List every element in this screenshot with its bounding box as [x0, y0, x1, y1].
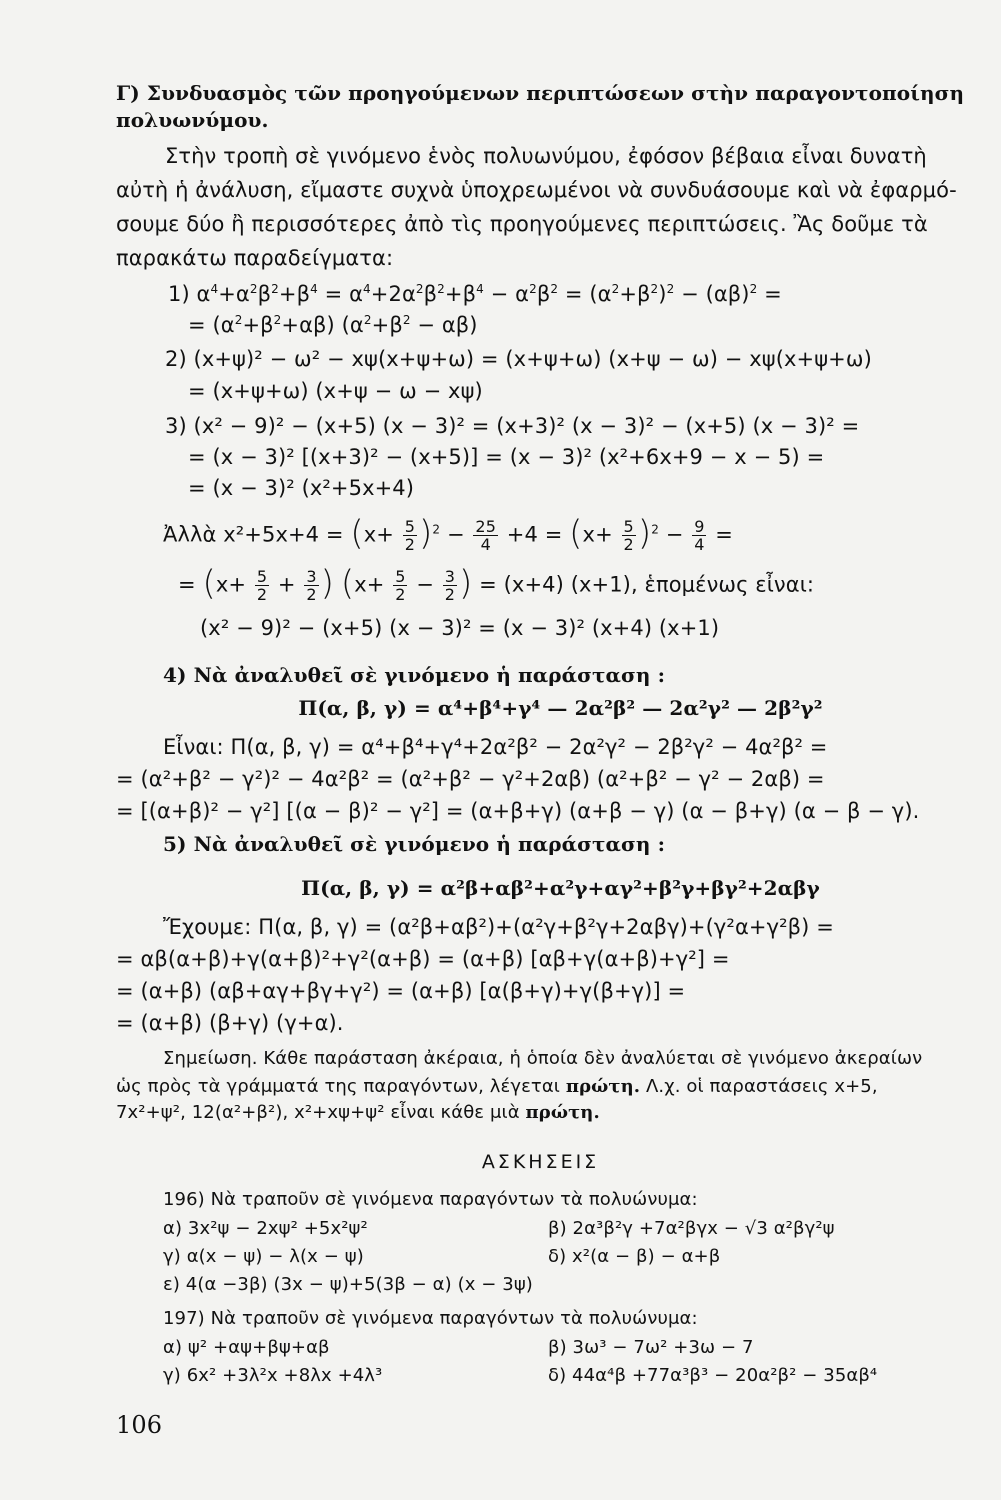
note-line2 — [116, 1074, 878, 1100]
factor-line: = (x+ $\frac{5}{2}$ + $\frac{3}{2}$ ) (x+ $\frac{5}{2}$ − $\frac{3}{2}$ ) = (x+4) (x+1), ἑπομένως εἶναι: — [178, 563, 815, 604]
fraction: $\frac{5}{2}$ — [623, 517, 634, 554]
alla-line: Ἀλλὰ x²+5x+4 = (x+ $\frac{5}{2}$ )$^2$ − $\frac{25}{4}$ +4 = (x+ $\frac{5}{2}$ )$^2$ − $\frac{9}{4}$ = — [163, 513, 733, 554]
example-1-line1: 1) $\alpha^4+\alpha^2\beta^2+\beta^4 = \alpha^4+2\alpha^2\beta^2+\beta^4 - \alpha^2\beta^2 = (\alpha^2+\beta^2)^2 - (\alpha\beta)^2$ = — [168, 282, 782, 306]
intro-line: Στὴν τροπὴ σὲ γινόμενο ἑνὸς πολυωνύμου, ἐφόσον βέβαια εἶναι δυνατὴ — [165, 144, 927, 168]
example-4-heading: 4) Νὰ ἀναλυθεῖ σὲ γινόμενο ἡ παράσταση : — [163, 663, 666, 687]
intro-line: αὐτὴ ἡ ἀνάλυση, εἴμαστε συχνὰ ὑποχρεωμένοι νὰ συνδυάσουμε καὶ νὰ ἐφαρμό- — [116, 178, 957, 202]
note-line3-text: 7x²+ψ², 12(α²+β²), x²+xψ+ψ² εἶναι κάθε μιὰ — [116, 1102, 520, 1123]
section-title-line2: πολυωνύμου. — [116, 108, 269, 132]
example-4-line3: = [(α+β)² − γ²] [(α − β)² − γ²] = (α+β+γ) (α+β − γ) (α − β+γ) (α − β − γ). — [116, 799, 920, 823]
example-5-line3: = (α+β) (αβ+αγ+βγ+γ²) = (α+β) [α(β+γ)+γ(β+γ)] = — [116, 979, 686, 1003]
example-3-line2: = (x − 3)² [(x+3)² − (x+5)] = (x − 3)² (x²+6x+9 − x − 5) = — [188, 445, 825, 469]
exercise-196-item: γ) α(x − ψ) − λ(x − ψ) — [163, 1246, 364, 1267]
section-title-line1: Γ) Συνδυασμὸς τῶν προηγούμενων περιπτώσεων στὴν παραγοντοποίηση — [116, 81, 965, 105]
epomenos-text: = (x+4) (x+1), ἑπομένως εἶναι: — [479, 572, 815, 597]
exercise-196-item: ε) 4(α −3β) (3x − ψ)+5(3β − α) (x − 3ψ) — [163, 1274, 533, 1295]
example-2-line1: 2) (x+ψ)² − ω² − xψ(x+ψ+ω) = (x+ψ+ω) (x+ψ − ω) − xψ(x+ψ+ω) — [165, 347, 872, 371]
exercise-196-item: β) 2α³β²γ +7α²βγx − √3 α²βγ²ψ — [548, 1218, 835, 1239]
example-1-label: 1) — [168, 282, 190, 306]
fraction: $\frac{9}{4}$ — [694, 517, 705, 554]
example-5-line2: = αβ(α+β)+γ(α+β)²+γ²(α+β) = (α+β) [αβ+γ(α+β)+γ²] = — [116, 947, 730, 971]
note-line2-tail: Λ.χ. οἱ παραστάσεις x+5, — [646, 1076, 878, 1097]
exercise-196-item: δ) x²(α − β) − α+β — [548, 1246, 721, 1267]
example-5-heading: 5) Νὰ ἀναλυθεῖ σὲ γινόμενο ἡ παράσταση : — [163, 832, 666, 856]
page-number: 106 — [116, 1411, 163, 1439]
exercise-197-item: β) 3ω³ − 7ω² +3ω − 7 — [548, 1337, 754, 1358]
exercise-197-title: 197) Νὰ τραποῦν σὲ γινόμενα παραγόντων τὰ πολυώνυμα: — [163, 1308, 698, 1329]
example-5-line4: = (α+β) (β+γ) (γ+α). — [116, 1011, 344, 1035]
example-3-line3: = (x − 3)² (x²+5x+4) — [188, 476, 415, 500]
alla-word: Ἀλλὰ — [163, 522, 217, 547]
example-4-expression: Π(α, β, γ) = α⁴+β⁴+γ⁴ — 2α²β² — 2α²γ² — 2β²γ² — [298, 696, 823, 720]
exercise-197-item: α) ψ² +αψ+βψ+αβ — [163, 1337, 330, 1358]
example-4-line1: Εἶναι: Π(α, β, γ) = α⁴+β⁴+γ⁴+2α²β² − 2α²γ² − 2β²γ² − 4α²β² = — [163, 735, 828, 759]
fraction: $\frac{3}{2}$ — [444, 567, 456, 604]
note-line1: Σημείωση. Κάθε παράσταση ἀκέραια, ἡ ὁποία δὲν ἀναλύεται σὲ γινόμενο ἀκεραίων — [163, 1048, 923, 1069]
note-term-prime: πρώτη. — [525, 1102, 600, 1123]
example-2-line2: = (x+ψ+ω) (x+ψ − ω − xψ) — [188, 379, 483, 403]
example-3-line1: 3) (x² − 9)² − (x+5) (x − 3)² = (x+3)² (x − 3)² − (x+5) (x − 3)² = — [165, 414, 860, 438]
example-4-line2: = (α²+β² − γ²)² − 4α²β² = (α²+β² − γ²+2αβ) (α²+β² − γ² − 2αβ) = — [116, 767, 825, 791]
intro-line: παρακάτω παραδείγματα: — [116, 246, 394, 270]
fraction: $\frac{5}{2}$ — [256, 567, 268, 604]
exercise-196-item: α) 3x²ψ − 2xψ² +5x²ψ² — [163, 1218, 368, 1239]
exercise-197-item: γ) 6x² +3λ²x +8λx +4λ³ — [163, 1365, 383, 1386]
fraction: $\frac{3}{2}$ — [306, 567, 317, 604]
intro-line: σουμε δύο ἢ περισσότερες ἀπὸ τὶς προηγούμενες περιπτώσεις. Ἂς δοῦμε τὰ — [116, 212, 928, 236]
example-5-line1: Ἔχουμε: Π(α, β, γ) = (α²β+αβ²)+(α²γ+β²γ+2αβγ)+(γ²α+γ²β) = — [163, 915, 834, 939]
note-line2-text: ὡς πρὸς τὰ γράμματά της παραγόντων, λέγεται — [116, 1076, 560, 1097]
exercise-196-title: 196) Νὰ τραποῦν σὲ γινόμενα παραγόντων τὰ πολυώνυμα: — [163, 1189, 698, 1210]
exercise-197-item: δ) 44α⁴β +77α³β³ − 20α²β² − 35αβ⁴ — [548, 1365, 878, 1386]
fraction: $\frac{5}{2}$ — [404, 517, 416, 554]
example-3-result: (x² − 9)² − (x+5) (x − 3)² = (x − 3)² (x+4) (x+1) — [200, 616, 720, 640]
exercises-heading: ΑΣΚΗΣΕΙΣ — [481, 1151, 600, 1173]
example-5-expression: Π(α, β, γ) = α²β+αβ²+α²γ+αγ²+β²γ+βγ²+2αβγ — [301, 876, 820, 900]
note-line3 — [116, 1100, 600, 1126]
fraction: $\frac{25}{4}$ — [475, 517, 496, 554]
alla-expr: x²+5x+4 = — [223, 522, 344, 547]
fraction: $\frac{5}{2}$ — [395, 567, 406, 604]
note-term-prime: πρώτη. — [565, 1076, 641, 1097]
example-1-line2: = $(\alpha^2+\beta^2+\alpha\beta) (\alpha^2+\beta^2 - \alpha\beta)$ — [188, 313, 478, 337]
